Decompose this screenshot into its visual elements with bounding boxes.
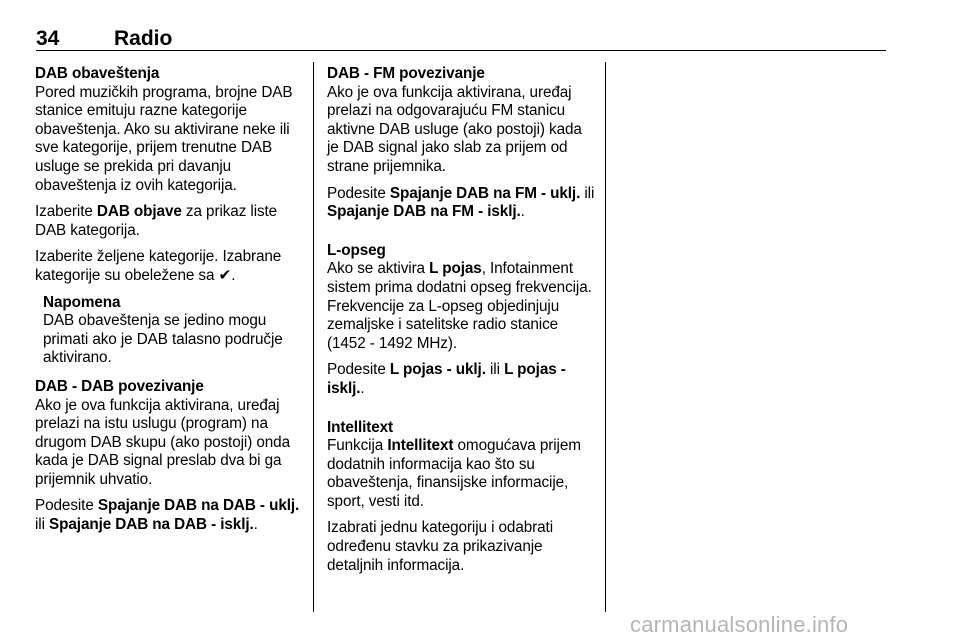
note-text: DAB obaveštenja se jedino mogu primati ako je DAB talasno područje aktivirano. <box>43 312 283 367</box>
paragraph: Funkcija Intellitext omogućava prijem dodatnih informacija kao što su obaveštenja, finansijske informacije, sport, vesti itd. <box>327 437 581 510</box>
page-header <box>36 28 886 51</box>
paragraph: Podesite L pojas - uklj. ili L pojas - isklj.. <box>327 361 566 397</box>
menu-term: Spajanje DAB na DAB - isklj. <box>49 516 254 534</box>
heading-l-band: L-opseg <box>327 241 386 259</box>
menu-term: L pojas - uklj. <box>389 361 486 379</box>
note-block <box>35 294 301 368</box>
menu-term: Spajanje DAB na DAB - uklj. <box>97 497 300 515</box>
column-divider-right <box>605 62 606 612</box>
heading-dab-dab-linking: DAB - DAB povezivanje <box>35 377 204 395</box>
paragraph: Podesite Spajanje DAB na DAB - uklj. ili Spajanje DAB na DAB - isklj.. <box>35 497 300 534</box>
column-divider-left <box>313 62 314 612</box>
watermark: carmanualsonline.info <box>630 612 849 637</box>
paragraph: Izaberite željene kategorije. Izabrane kategorije su obeležene sa ✔. <box>35 248 282 284</box>
paragraph: Ako je ova funkcija aktivirana, uređaj prelazi na odgovarajuću FM stanicu aktivne DAB usluge (ako postoji) kada je DAB signal jako slab za prijem od strane prijemnika. <box>327 83 582 175</box>
paragraph: Pored muzičkih programa, brojne DAB stanice emituju razne kategorije obaveštenja. Ako su aktivirane neke ili sve kategorije, prijem trenutne DAB usluge se prekida pri davanju obaveštenja iz ovih kategorija. <box>35 83 293 194</box>
menu-term: Spajanje DAB na FM - isklj. <box>327 203 521 221</box>
column-middle <box>327 65 597 583</box>
menu-term: DAB objave <box>96 203 182 221</box>
heading-intellitext: Intellitext <box>327 418 394 436</box>
heading-dab-announcements: DAB obaveštenja <box>35 65 160 82</box>
section-title: Radio <box>114 27 173 50</box>
paragraph: Izabrati jednu kategoriju i odabrati određenu stavku za prikazivanje detaljnih informacija. <box>327 519 553 574</box>
paragraph: Ako se aktivira L pojas, Infotainment sistem prima dodatni opseg frekvencija. Frekvencije za L-opseg objedinjuju zemaljske i satelitske radio stanice (1452 - 1492 MHz). <box>327 260 592 352</box>
heading-dab-fm-linking: DAB - FM povezivanje <box>327 65 485 82</box>
paragraph: Izaberite DAB objave za prikaz liste DAB kategorija. <box>35 203 278 239</box>
page-number: 34 <box>36 27 60 50</box>
menu-term: Spajanje DAB na FM - uklj. <box>389 184 581 202</box>
menu-term: Intellitext <box>387 437 454 455</box>
note-title: Napomena <box>43 293 121 311</box>
menu-term: L pojas - isklj. <box>327 361 566 397</box>
paragraph: Ako je ova funkcija aktivirana, uređaj prelazi na istu uslugu (program) na drugom DAB skupu (ako postoji) onda kada je DAB signal preslab dva bi ga prijemnik uhvatio. <box>35 396 290 488</box>
checkmark-icon: ✔ <box>218 266 232 284</box>
paragraph: Podesite Spajanje DAB na FM - uklj. ili Spajanje DAB na FM - isklj.. <box>327 184 595 221</box>
menu-term: L pojas <box>429 260 482 278</box>
column-left <box>35 65 301 543</box>
